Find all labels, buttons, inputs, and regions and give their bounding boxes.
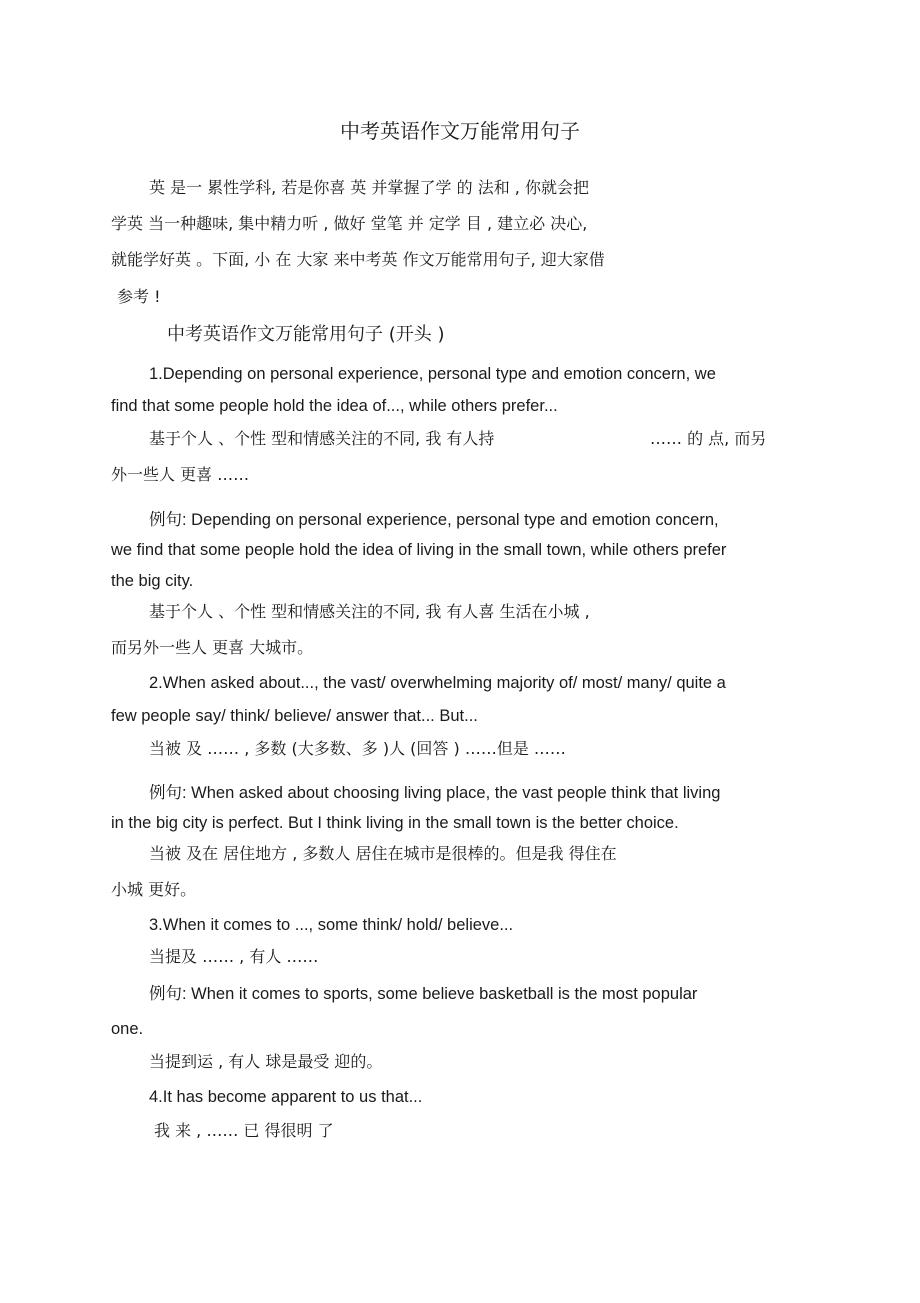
sentence-pattern-en: 4.It has become apparent to us that... xyxy=(149,1088,423,1106)
sentence-pattern-en: 2.When asked about..., the vast/ overwhelming majority of/ most/ many/ quite a xyxy=(149,674,726,692)
example-en: 例句: Depending on personal experience, personal type and emotion concern, xyxy=(149,511,719,529)
example-translation: 基于个人 、个性 型和情感关注的不同, 我 有人喜 生活在小城 , xyxy=(149,602,590,621)
sentence-pattern-en: find that some people hold the idea of..., while others prefer... xyxy=(111,397,558,415)
example-en: 例句: When it comes to sports, some believe basketball is the most popular xyxy=(149,985,698,1003)
page-title: 中考英语作文万能常用句子 xyxy=(340,119,580,143)
pattern-translation: …… 的 点, 而另 xyxy=(650,429,767,448)
example-translation: 当被 及在 居住地方 , 多数人 居住在城市是很棒的。但是我 得住在 xyxy=(149,844,617,863)
pattern-translation: 当被 及 …… , 多数 (大多数、多 )人 (回答 ) ……但是 …… xyxy=(149,739,566,758)
example-en: one. xyxy=(111,1020,144,1038)
example-translation: 而另外一些人 更喜 大城市。 xyxy=(111,638,314,657)
example-en: the big city. xyxy=(111,572,194,590)
example-en xyxy=(111,540,757,560)
example-en: 例句: When asked about choosing living place, the vast people think that living xyxy=(149,784,721,802)
intro-line: 英 是一 累性学科, 若是你喜 英 并掌握了学 的 法和 , 你就会把 xyxy=(149,178,589,197)
example-translation: 小城 更好。 xyxy=(111,880,197,899)
sentence-pattern-en: few people say/ think/ believe/ answer that... But... xyxy=(111,707,478,725)
pattern-translation: 我 来 , …… 已 得很明 了 xyxy=(154,1121,334,1140)
section-subtitle: 中考英语作文万能常用句子 (开头 ) xyxy=(167,324,445,345)
sentence-pattern-en: 1.Depending on personal experience, personal type and emotion concern, we xyxy=(149,365,716,383)
example-en: in the big city is perfect. But I think living in the small town is the better choice. xyxy=(111,814,679,832)
intro-line: 参考 ! xyxy=(117,287,161,306)
intro-line: 学英 当一种趣味, 集中精力听 , 做好 堂笔 并 定学 目 , 建立必 决心, xyxy=(111,214,588,233)
example-translation: 当提到运 , 有人 球是最受 迎的。 xyxy=(149,1052,383,1071)
pattern-translation: 基于个人 、个性 型和情感关注的不同, 我 有人持 xyxy=(149,429,495,448)
pattern-translation: 当提及 …… , 有人 …… xyxy=(149,947,319,966)
pattern-translation: 外一些人 更喜 …… xyxy=(111,465,250,484)
example-en-text: we find that some people hold the idea of living in the small town, while others prefer xyxy=(111,541,727,559)
intro-line: 就能学好英 。下面, 小 在 大家 来中考英 作文万能常用句子, 迎大家借 xyxy=(111,250,605,269)
sentence-pattern-en: 3.When it comes to ..., some think/ hold/ believe... xyxy=(149,916,514,934)
